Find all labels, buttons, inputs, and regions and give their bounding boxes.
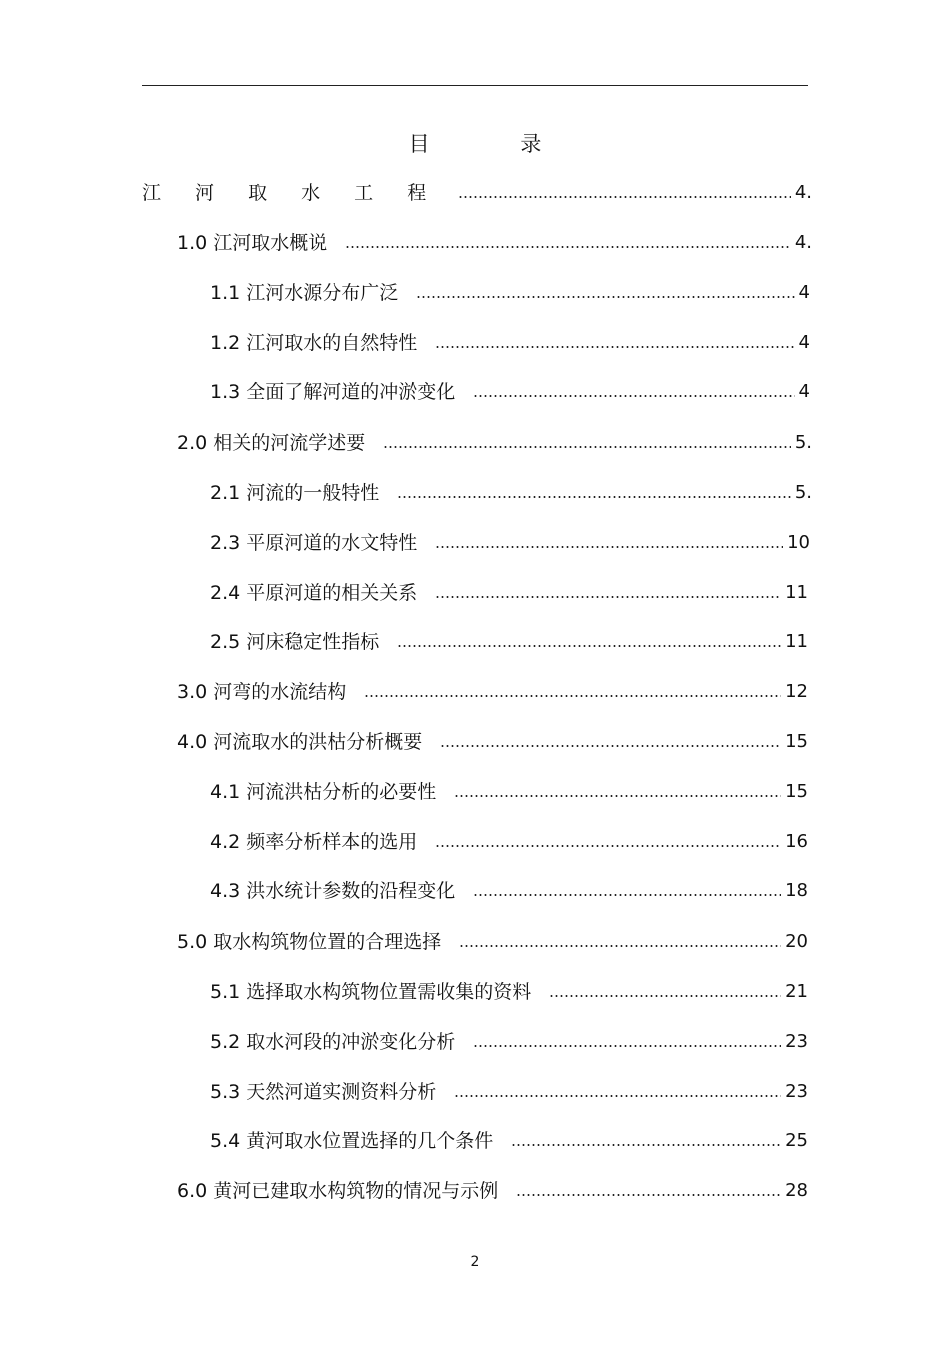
- toc-entry[interactable]: [210, 1029, 808, 1055]
- toc-entry-label: 4.0 河流取水的洪枯分析概要: [177, 731, 423, 753]
- toc-entry-page: 25: [785, 1130, 808, 1151]
- toc-dot-leader: [516, 1192, 781, 1198]
- toc-entry-label: 2.4 平原河道的相关关系: [210, 582, 418, 604]
- toc-entry-page: 12: [785, 681, 808, 702]
- toc-entry-page: 16: [785, 831, 808, 852]
- toc-dot-leader: [549, 993, 781, 999]
- toc-entry-label: 1.0 江河取水概说: [177, 232, 328, 254]
- toc-entry[interactable]: [177, 230, 812, 256]
- toc-entry-label: 2.1 河流的一般特性: [210, 482, 380, 504]
- toc-entry-label: 1.3 全面了解河道的冲淤变化: [210, 381, 456, 403]
- toc-entry[interactable]: [142, 180, 812, 206]
- toc-entry-label: 5.3 天然河道实测资料分析: [210, 1081, 437, 1103]
- toc-entry-label: 5.0 取水构筑物位置的合理选择: [177, 931, 442, 953]
- toc-dot-leader: [473, 1043, 781, 1049]
- toc-dot-leader: [473, 393, 794, 399]
- toc-entry-page: 15: [785, 731, 808, 752]
- toc-entry-page: 28: [785, 1180, 808, 1201]
- toc-entry-page: 23: [785, 1031, 808, 1052]
- toc-entry-page: 20: [785, 931, 808, 952]
- toc-entry[interactable]: [210, 1079, 808, 1105]
- toc-entry-page: 11: [785, 582, 808, 603]
- toc-dot-leader: [435, 843, 781, 849]
- toc-entry-page: 15: [785, 781, 808, 802]
- toc-dot-leader: [458, 194, 791, 200]
- toc-dot-leader: [454, 1093, 781, 1099]
- toc-entry-page: 21: [785, 981, 808, 1002]
- toc-entry-label: 2.3 平原河道的水文特性: [210, 532, 418, 554]
- toc-dot-leader: [397, 643, 781, 649]
- toc-entry-page: 11: [785, 631, 808, 652]
- toc-entry-page: 4: [798, 381, 810, 402]
- toc-entry-page: 4.: [794, 232, 812, 253]
- page-number: 2: [470, 1254, 480, 1270]
- toc-dot-leader: [383, 444, 791, 450]
- toc-entry[interactable]: [210, 829, 808, 855]
- toc-entry-label: 1.2 江河取水的自然特性: [210, 332, 418, 354]
- toc-entry-page: 4: [798, 282, 810, 303]
- toc-dot-leader: [440, 743, 781, 749]
- toc-dot-leader: [364, 693, 781, 699]
- toc-entry-label: 4.3 洪水统计参数的沿程变化: [210, 880, 456, 902]
- toc-entry-page: 18: [785, 880, 808, 901]
- toc-entry[interactable]: [210, 480, 812, 506]
- toc-dot-leader: [345, 244, 791, 250]
- toc-entry[interactable]: [210, 1128, 808, 1154]
- toc-entry[interactable]: [210, 629, 808, 655]
- toc-entry[interactable]: [177, 430, 812, 456]
- toc-entry[interactable]: [177, 729, 808, 755]
- toc-entry-label: 2.0 相关的河流学述要: [177, 432, 366, 454]
- toc-entry-page: 23: [785, 1081, 808, 1102]
- toc-dot-leader: [459, 943, 781, 949]
- toc-dot-leader: [473, 892, 781, 898]
- toc-entry-page: 5.: [794, 432, 812, 453]
- toc-entry[interactable]: [210, 379, 810, 405]
- toc-entry-label: 5.1 选择取水构筑物位置需收集的资料: [210, 981, 532, 1003]
- toc-entry-label: 1.1 江河水源分布广泛: [210, 282, 399, 304]
- toc-entry[interactable]: [177, 929, 808, 955]
- toc-title: 目 录: [408, 132, 584, 156]
- toc-entry[interactable]: [210, 878, 808, 904]
- toc-entry-page: 5.: [794, 482, 812, 503]
- toc-entry-label: 江 河 取 水 工 程: [142, 182, 441, 204]
- toc-entry-page: 4: [798, 332, 810, 353]
- toc-dot-leader: [435, 594, 781, 600]
- toc-entry[interactable]: [210, 530, 810, 556]
- toc-entry[interactable]: [177, 679, 808, 705]
- toc-dot-leader: [435, 544, 783, 550]
- toc-entry-label: 4.2 频率分析样本的选用: [210, 831, 418, 853]
- toc-entry[interactable]: [210, 580, 808, 606]
- toc-dot-leader: [435, 344, 794, 350]
- toc-entry[interactable]: [210, 330, 810, 356]
- toc-dot-leader: [511, 1142, 781, 1148]
- toc-entry-label: 2.5 河床稳定性指标: [210, 631, 380, 653]
- header-rule: [142, 85, 808, 86]
- toc-entry-label: 5.2 取水河段的冲淤变化分析: [210, 1031, 456, 1053]
- toc-entry[interactable]: [210, 779, 808, 805]
- toc-dot-leader: [416, 294, 794, 300]
- toc-dot-leader: [397, 494, 791, 500]
- toc-entry-label: 6.0 黄河已建取水构筑物的情况与示例: [177, 1180, 499, 1202]
- toc-entry-label: 3.0 河弯的水流结构: [177, 681, 347, 703]
- toc-entry[interactable]: [210, 979, 808, 1005]
- toc-entry-label: 5.4 黄河取水位置选择的几个条件: [210, 1130, 494, 1152]
- toc-dot-leader: [454, 793, 781, 799]
- toc-entry-label: 4.1 河流洪枯分析的必要性: [210, 781, 437, 803]
- toc-entry[interactable]: [210, 280, 810, 306]
- toc-entry[interactable]: [177, 1178, 808, 1204]
- toc-entry-page: 10: [787, 532, 810, 553]
- toc-entry-page: 4.: [794, 182, 812, 203]
